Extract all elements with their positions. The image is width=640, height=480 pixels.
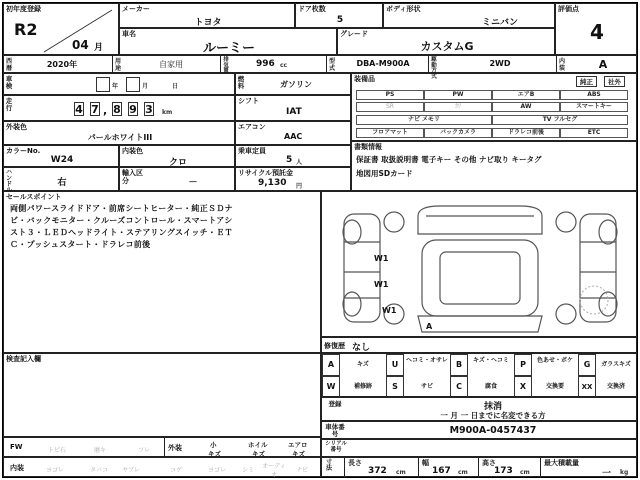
sales-point-line: ビ・バックモニター・クルーズコントロール・スマートアシ [10, 216, 233, 225]
legend-desc: 色あせ・ボケ [536, 357, 573, 364]
grade-label: グレード [340, 30, 368, 38]
option-smart-key: スマートキー [560, 102, 628, 112]
body-type-label: ボディ形状 [386, 5, 421, 13]
length-value: 372 [368, 466, 387, 476]
legend-desc: キズ・ヘコミ [473, 357, 509, 364]
documents-line-2: 地図用SDカード [356, 169, 413, 178]
option-leather: ｶﾜ [424, 102, 492, 112]
int-item: ヤブレ [122, 467, 140, 474]
damage-mark: W1 [374, 254, 389, 263]
recycle-value: 9,130 [258, 178, 287, 188]
interior-color-value: クロ [168, 158, 187, 168]
option-tv: TV フルセグ [492, 115, 628, 125]
grade-cell [337, 28, 555, 55]
slash-divider [4, 4, 120, 56]
fw-item: 磨キ [94, 447, 107, 454]
sales-points-cell [3, 191, 321, 353]
inspection-month-box [126, 77, 140, 92]
legend-code: P [514, 354, 532, 376]
repair-history-label: 修復歴 [324, 342, 345, 350]
import-value: － [188, 178, 198, 188]
sales-point-line: Ｃ・プッシュスタート・ドラレコ前後 [10, 240, 151, 249]
mileage-comma: , [103, 104, 108, 117]
shift-label: シフト [238, 97, 259, 105]
mileage-unit: km [162, 109, 173, 116]
interior-grade-value: A [598, 58, 608, 71]
model-label: 型式 [328, 58, 335, 72]
mileage-digit: 4 [75, 103, 83, 116]
mileage-digit: 3 [145, 103, 153, 116]
inspection-year-unit: 年 [112, 83, 119, 90]
fuel-value: ガソリン [280, 80, 312, 89]
maker-value: トヨタ [194, 18, 222, 28]
registration-month-unit: 月 [450, 411, 458, 420]
height-unit: cm [520, 469, 530, 476]
legend-code: XX [578, 376, 596, 398]
capacity-label: 乗車定員 [238, 147, 266, 155]
doors-cell [295, 3, 383, 28]
body-type-value: ミニバン [481, 18, 518, 28]
score-label: 評価点 [558, 5, 579, 13]
drive-label: 駆動方式 [431, 57, 437, 80]
documents-line-1: 保証書 取扱説明書 電子キー その他 ナビ取り キータグ [356, 155, 542, 164]
inspector-notes-cell [3, 353, 321, 437]
documents-label: 書類情報 [354, 143, 382, 151]
serial-label: シリアル番号 [325, 441, 347, 453]
first-registration-cell [3, 3, 119, 55]
registration-day-dash: 一 [460, 411, 469, 420]
length-label: 長さ [348, 459, 362, 467]
option-navi: ナビ メモリ [356, 115, 492, 125]
interior-color-label: 内装色 [122, 147, 143, 155]
recycle-cell [235, 167, 351, 191]
legend-code: W [322, 376, 340, 398]
era-value: R2 [14, 20, 38, 39]
legend-desc: ガラスキズ [601, 361, 631, 368]
color-no-value: W24 [50, 155, 74, 165]
legend-desc: キズ [357, 361, 369, 368]
fw-item: ツレ [138, 447, 151, 454]
sales-point-line: スト３・ＬＥＤヘッドライト・ステアリングスイッチ・ＥＴ [10, 228, 233, 237]
option-airbag: エアB [492, 90, 560, 100]
serial-cell [321, 439, 637, 457]
inspection-day-unit: 日 [172, 83, 179, 90]
width-unit: cm [458, 469, 468, 476]
repair-history-cell [321, 337, 637, 353]
year-label: 西暦 [5, 58, 12, 72]
maker-label: メーカー [122, 5, 150, 13]
int-item: タバコ [90, 467, 108, 474]
registration-status: 抹消 [483, 402, 502, 412]
aircon-value: AAC [284, 132, 303, 141]
drive-value: 2WD [489, 59, 511, 68]
dimensions-label: 寸法 [325, 459, 332, 472]
genuine-badge: 純正 [576, 76, 597, 87]
aircon-label: エアコン [238, 123, 266, 131]
first-registration-label: 初年度登録 [6, 5, 41, 13]
import-cell [119, 167, 235, 191]
interior-row [3, 457, 321, 477]
damage-mark: W1 [374, 280, 389, 289]
exterior-color-label: 外装色 [6, 123, 27, 131]
color-no-label: カラーNo. [6, 147, 41, 155]
month-unit: 月 [94, 43, 104, 53]
doors-value: 5 [336, 15, 344, 25]
aftermarket-badge: 社外 [604, 76, 625, 87]
inspector-notes-label: 検査記入欄 [6, 355, 41, 363]
displacement-label: 排気量 [223, 57, 229, 74]
option-back-camera: バックカメラ [424, 128, 492, 138]
aircon-cell [235, 121, 351, 145]
mileage-digit: 8 [113, 103, 121, 116]
fuel-cell [235, 73, 351, 95]
legend-desc: サビ [420, 383, 433, 390]
option-dashcam: ドラレコ前後 [492, 128, 560, 138]
legend-desc: ヘコミ・オサレ [406, 357, 448, 364]
fw-label: FW [10, 443, 23, 451]
displacement-value: 996 [256, 59, 275, 69]
max-load-label: 最大積載量 [544, 459, 579, 467]
option-etc: ETC [560, 128, 628, 138]
int-item: オーディオ [262, 463, 286, 479]
length-unit: cm [396, 469, 406, 476]
height-value: 173 [494, 466, 513, 476]
int-item: コゲ [170, 467, 183, 474]
car-name-value: ルーミー [202, 41, 255, 56]
chassis-label: 車体番号 [325, 423, 345, 438]
chassis-cell [321, 421, 637, 439]
width-value: 167 [432, 466, 451, 476]
month-value: 04 [72, 38, 89, 52]
sales-points-label: セールスポイント [6, 193, 62, 201]
legend-code: X [514, 376, 532, 398]
interior-grade-label: 内装 [558, 58, 565, 72]
legend-desc: 交換済 [606, 383, 625, 390]
body-type-cell [383, 3, 555, 28]
int-item: ナビ [296, 467, 309, 474]
legend-desc: 交換要 [545, 383, 564, 390]
car-name-cell [119, 28, 337, 55]
sales-point-line: 両側パワースライドドア・前席シートヒーター・純正ＳＤナ [10, 204, 233, 213]
handle-label: ハンドル [5, 169, 12, 194]
option-floor-mat: フロアマット [356, 128, 424, 138]
exterior-color-value: パールホワイトIII [87, 133, 153, 142]
car-name-label: 車名 [122, 30, 136, 38]
legend-code: C [450, 376, 468, 398]
width-label: 幅 [422, 459, 429, 467]
car-diagram-cell [321, 191, 637, 337]
legend-desc: 補修跡 [353, 383, 372, 390]
documents-cell [351, 141, 637, 191]
model-value: DBA-M900A [356, 59, 410, 68]
registration-month-dash: 一 [440, 411, 448, 420]
capacity-cell [235, 145, 351, 167]
inspection-cell [3, 73, 235, 95]
ext-item-bottom: キズ [252, 450, 265, 458]
dimensions-row [321, 457, 637, 477]
max-load-value: 一 [602, 469, 612, 479]
interior-color-cell [119, 145, 235, 167]
use-label: 用途 [114, 58, 121, 72]
option-aw: AW [492, 102, 560, 112]
inspection-year-box [96, 77, 110, 92]
mileage-cell [3, 95, 235, 121]
legend-code: U [386, 354, 404, 376]
year-value: 2020年 [46, 60, 78, 69]
int-item: シミ [242, 467, 255, 474]
legend-desc: 腐食 [484, 383, 497, 390]
option-abs: ABS [560, 90, 628, 100]
registration-deadline-text: 日までに名変できる方 [470, 411, 546, 420]
displacement-unit: cc [280, 62, 288, 69]
auction-sheet [2, 2, 638, 478]
option-ps: PS [356, 90, 424, 100]
registration-cell [321, 397, 637, 421]
option-pw: PW [424, 90, 492, 100]
damage-mark: W1 [382, 306, 397, 315]
exterior-color-cell [3, 121, 235, 145]
chassis-value: M900A-0457437 [449, 425, 537, 436]
height-label: 高さ [482, 459, 496, 467]
score-cell [555, 3, 637, 55]
damage-mark: A [426, 322, 433, 331]
legend-code: A [322, 354, 340, 376]
handle-cell [3, 167, 119, 194]
int-item: ヨゴレ [46, 467, 65, 474]
legend-code: S [386, 376, 404, 398]
ext-item-bottom: キズ [292, 450, 305, 458]
recycle-unit: 円 [296, 183, 303, 190]
mileage-label: 走行 [5, 97, 13, 112]
repair-history-value: なし [352, 343, 371, 353]
capacity-unit: 人 [296, 159, 303, 166]
equipment-cell [351, 73, 637, 141]
mileage-digit: 7 [91, 103, 99, 116]
doors-label: ドア枚数 [298, 5, 326, 13]
inspection-month-unit: 月 [142, 83, 149, 90]
maker-cell [119, 3, 295, 28]
car-diagram [322, 192, 638, 338]
int-item: ヨゴレ [208, 467, 227, 474]
legend-code: G [578, 354, 596, 376]
fw-row [3, 437, 321, 457]
import-label: 輸入区分 [122, 169, 143, 185]
damage-legend [321, 353, 637, 397]
shift-value: IAT [286, 107, 302, 117]
mileage-digit: 9 [129, 103, 137, 116]
ext-item-top: ホイル [248, 441, 268, 449]
equipment-label: 装備品 [354, 75, 375, 83]
registration-label: 登録 [328, 400, 342, 408]
inspection-label: 車検 [5, 75, 13, 90]
legend-code: B [450, 354, 468, 376]
handle-value: 右 [57, 178, 67, 188]
option-sr: SR [356, 102, 424, 112]
use-value: 自家用 [159, 60, 183, 69]
ext-item-top: エアロ [288, 441, 308, 449]
exterior-label: 外装 [168, 444, 182, 452]
color-no-cell [3, 145, 119, 167]
recycle-label: リサイクル預託金 [238, 169, 294, 177]
ext-item-top: 小 [210, 441, 217, 449]
ext-item-bottom: キズ [208, 450, 221, 458]
score-value: 4 [590, 20, 604, 44]
shift-cell [235, 95, 351, 121]
capacity-value: 5 [286, 155, 293, 165]
grade-value: カスタムG [420, 40, 474, 53]
max-load-unit: kg [620, 469, 629, 476]
fw-item: トビ石 [48, 447, 67, 454]
interior-label: 内装 [10, 464, 24, 472]
fuel-label: 燃料 [237, 75, 245, 90]
